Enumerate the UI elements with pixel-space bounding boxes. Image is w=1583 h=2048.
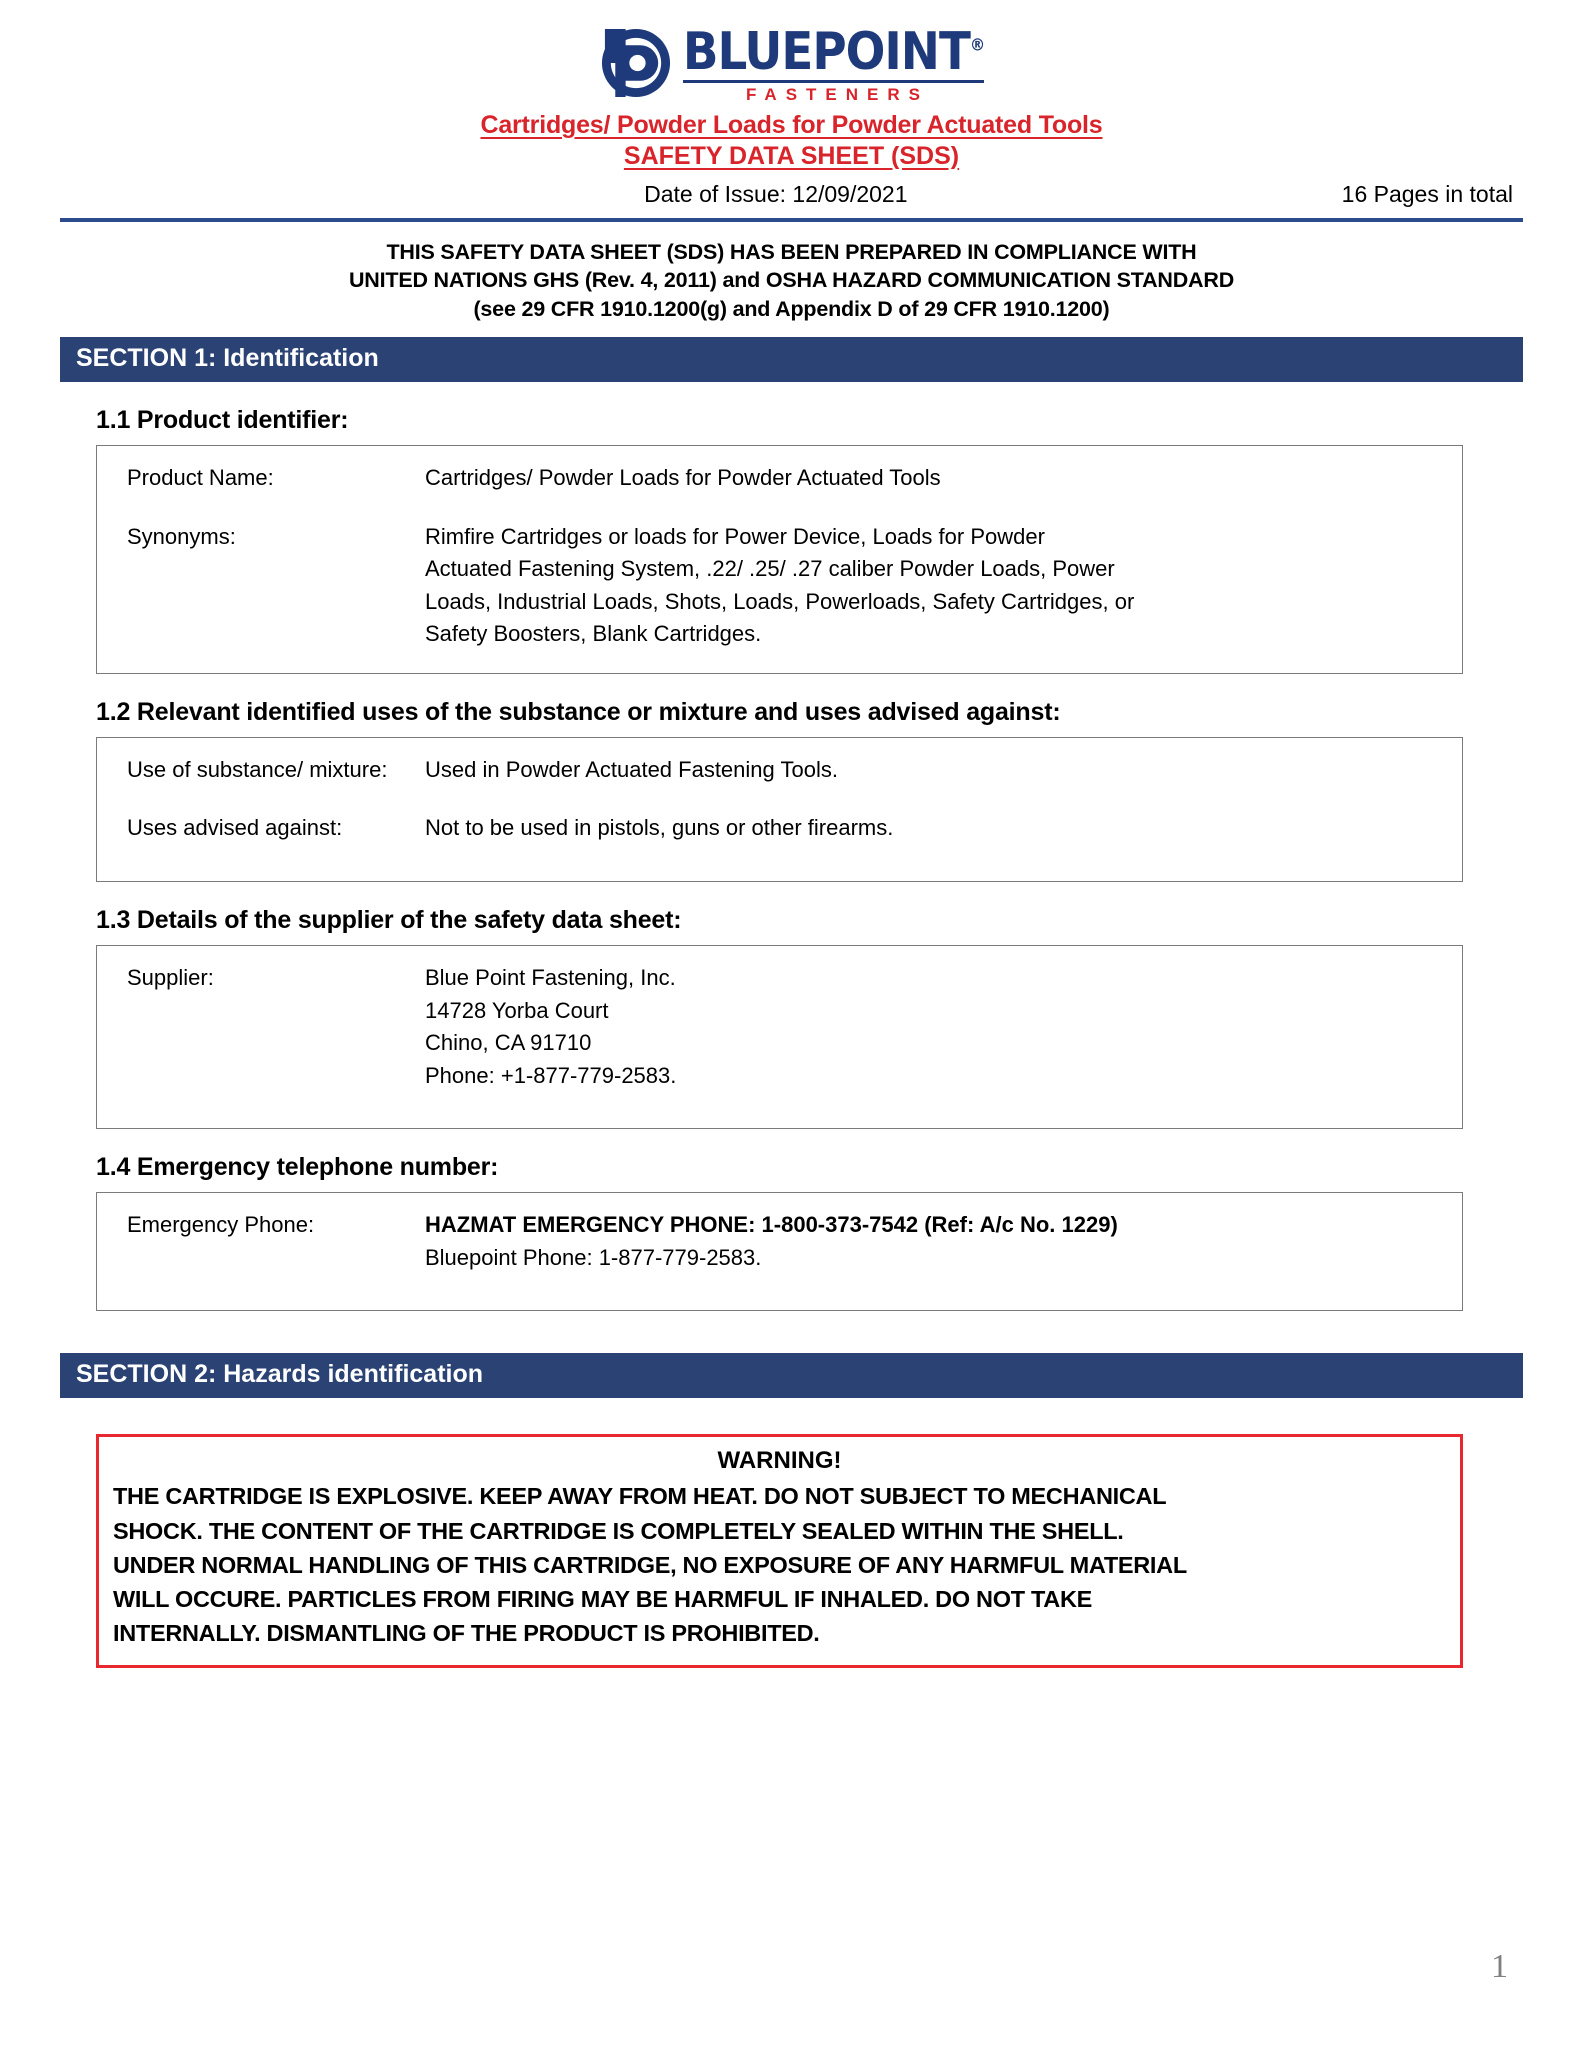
row-label: Product Name: <box>127 465 274 491</box>
row-value <box>425 521 1462 651</box>
heading-1-3: 1.3 Details of the supplier of the safety data sheet: <box>96 905 682 934</box>
value-line: Not to be used in pistols, guns or other firearms. <box>425 815 894 841</box>
warning-line: UNDER NORMAL HANDLING OF THIS CARTRIDGE, NO EXPOSURE OF ANY HARMFUL MATERIAL <box>113 1551 1187 1578</box>
value-line: Blue Point Fastening, Inc. <box>425 964 676 990</box>
row-spacer <box>97 1280 1462 1294</box>
emergency-phone-table <box>96 1192 1463 1311</box>
row-value <box>425 754 1462 787</box>
warning-line: INTERNALLY. DISMANTLING OF THE PRODUCT IS PROHIBITED. <box>113 1620 820 1647</box>
pages-total: 16 Pages in total <box>1341 181 1513 207</box>
table-row <box>97 806 1462 851</box>
compliance-line-2: UNITED NATIONS GHS (Rev. 4, 2011) and OSHA HAZARD COMMUNICATION STANDARD <box>348 268 1235 293</box>
heading-1-1: 1.1 Product identifier: <box>96 406 349 435</box>
value-line: Bluepoint Phone: 1-877-779-2583. <box>425 1244 762 1270</box>
row-value <box>425 812 1462 845</box>
company-logo <box>60 0 1523 105</box>
value-line: HAZMAT EMERGENCY PHONE: 1-800-373-7542 (Ref: A/c No. 1229) <box>425 1212 1118 1238</box>
logo-subtitle: FASTENERS <box>745 85 930 105</box>
issue-info-row <box>60 181 1523 208</box>
page-number: 1 <box>1491 1948 1508 1985</box>
value-line: Cartridges/ Powder Loads for Powder Actuated Tools <box>425 465 941 491</box>
table-row <box>97 456 1462 501</box>
supplier-details-table <box>96 945 1463 1129</box>
table-row <box>97 1203 1462 1280</box>
row-value <box>425 962 1462 1092</box>
row-value <box>425 1209 1462 1274</box>
section-2-header: SECTION 2: Hazards identification <box>60 1353 1523 1398</box>
compliance-line-3: (see 29 CFR 1910.1200(g) and Appendix D of 29 CFR 1910.1200) <box>473 296 1110 321</box>
value-line: Loads, Industrial Loads, Shots, Loads, Powerloads, Safety Cartridges, or <box>425 588 1135 614</box>
document-title-line1: Cartridges/ Powder Loads for Powder Actuated Tools <box>480 111 1103 139</box>
table-row <box>97 515 1462 657</box>
warning-box <box>96 1434 1463 1667</box>
table-row <box>97 748 1462 793</box>
value-line: Actuated Fastening System, .22/ .25/ .27 caliber Powder Loads, Power <box>425 556 1115 582</box>
bluepoint-logo-icon <box>599 26 673 100</box>
relevant-uses-table <box>96 737 1463 882</box>
value-line: 14728 Yorba Court <box>425 997 609 1023</box>
row-label: Uses advised against: <box>127 815 343 841</box>
logo-wordmark-text: BLUEPOINT <box>682 22 970 82</box>
heading-1-2: 1.2 Relevant identified uses of the substance or mixture and uses advised against: <box>96 697 1061 726</box>
warning-line: THE CARTRIDGE IS EXPLOSIVE. KEEP AWAY FROM HEAT. DO NOT SUBJECT TO MECHANICAL <box>113 1483 1167 1510</box>
issue-date: Date of Issue: 12/09/2021 <box>644 181 908 207</box>
table-row <box>97 956 1462 1098</box>
warning-line: SHOCK. THE CONTENT OF THE CARTRIDGE IS COMPLETELY SEALED WITHIN THE SHELL. <box>113 1517 1124 1544</box>
product-identifier-table <box>96 445 1463 674</box>
compliance-statement <box>60 238 1523 323</box>
value-line: Phone: +1-877-779-2583. <box>425 1062 677 1088</box>
warning-line: WILL OCCURE. PARTICLES FROM FIRING MAY BE HARMFUL IF INHALED. DO NOT TAKE <box>113 1586 1093 1613</box>
value-line: Rimfire Cartridges or loads for Power Device, Loads for Powder <box>425 523 1045 549</box>
row-spacer <box>97 501 1462 515</box>
row-label: Use of substance/ mixture: <box>127 756 388 782</box>
compliance-line-1: THIS SAFETY DATA SHEET (SDS) HAS BEEN PREPARED IN COMPLIANCE WITH <box>386 240 1197 264</box>
value-line: Safety Boosters, Blank Cartridges. <box>425 621 762 647</box>
row-label: Synonyms: <box>127 523 236 549</box>
row-spacer <box>97 851 1462 865</box>
logo-wordmark <box>682 22 985 82</box>
document-title-line2: SAFETY DATA SHEET (SDS) <box>623 141 960 170</box>
warning-body <box>113 1479 1446 1650</box>
row-spacer <box>97 1098 1462 1112</box>
section-1-header: SECTION 1: Identification <box>60 337 1523 382</box>
value-line: Chino, CA 91710 <box>425 1030 592 1056</box>
row-label: Emergency Phone: <box>127 1212 315 1238</box>
warning-title: WARNING! <box>717 1447 842 1475</box>
row-value <box>425 462 1462 495</box>
heading-1-4: 1.4 Emergency telephone number: <box>96 1153 499 1182</box>
row-label: Supplier: <box>127 964 214 990</box>
value-line: Used in Powder Actuated Fastening Tools. <box>425 756 838 782</box>
header-divider <box>60 218 1523 222</box>
registered-mark-icon: ® <box>969 35 985 56</box>
row-spacer <box>97 792 1462 806</box>
